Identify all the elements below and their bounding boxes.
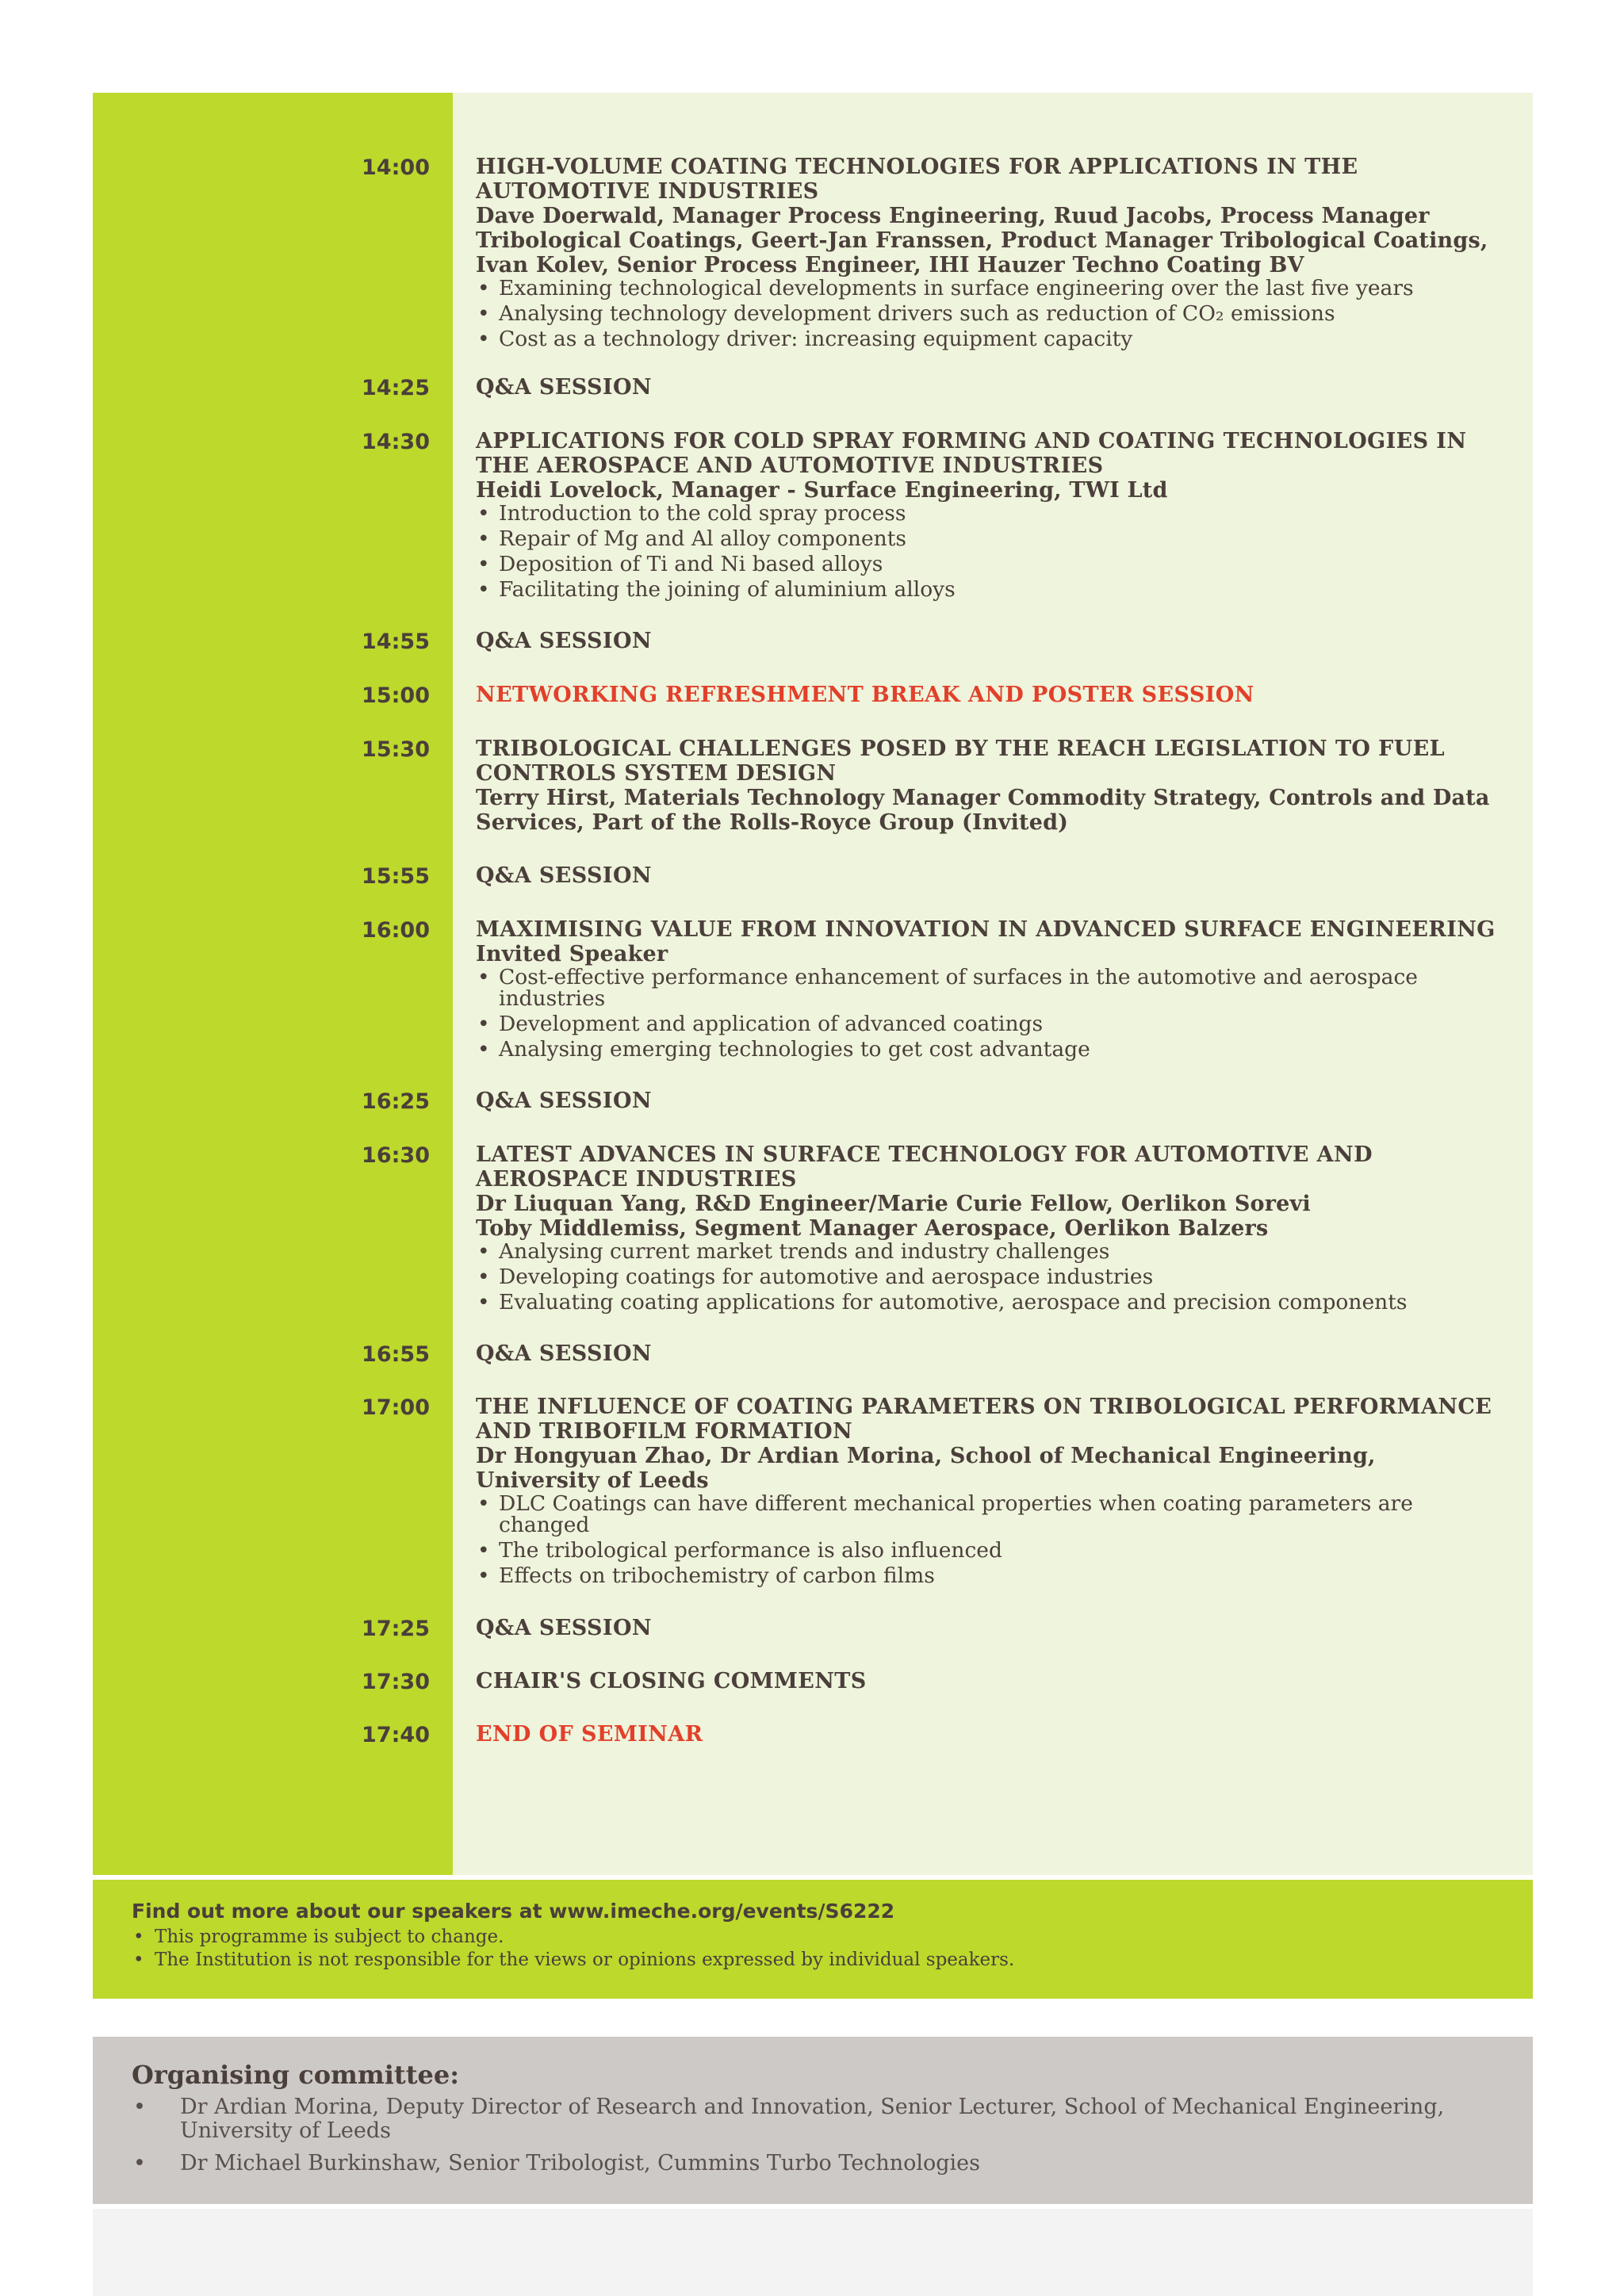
session-item <box>93 1722 1533 1747</box>
session-content <box>476 683 1507 707</box>
session-time: 16:55 <box>362 1342 430 1367</box>
session-title: MAXIMISING VALUE FROM INNOVATION IN ADVANCED SURFACE ENGINEERING <box>476 917 1496 942</box>
session-time: 14:30 <box>362 430 430 454</box>
committee-member: • Dr Michael Burkinshaw, Senior Tribologist, Cummins Turbo Technologies <box>132 2152 1496 2175</box>
session-time: 14:00 <box>362 155 430 180</box>
session-content <box>476 155 1507 350</box>
session-content <box>476 629 1507 653</box>
session-bullets <box>476 966 1507 1060</box>
committee-list <box>132 2095 1496 2184</box>
session-speaker: Heidi Lovelock, Manager - Surface Engineering, TWI Ltd <box>476 478 1168 503</box>
session-content <box>476 1616 1507 1640</box>
session-content <box>476 375 1507 400</box>
bullet-point: • Evaluating coating applications for automotive, aerospace and precision components <box>476 1292 1507 1313</box>
session-item <box>93 155 1533 350</box>
session-content <box>476 1142 1507 1313</box>
bullet-point: • Cost as a technology driver: increasing equipment capacity <box>476 328 1507 350</box>
session-speaker: Dr Liuquan Yang, R&D Engineer/Marie Curie Fellow, Oerlikon Sorevi <box>476 1192 1311 1216</box>
session-time: 17:00 <box>362 1395 430 1420</box>
session-time: 17:30 <box>362 1670 430 1694</box>
session-title: CHAIR'S CLOSING COMMENTS <box>476 1669 867 1693</box>
bullet-point: • Analysing technology development drivers such as reduction of CO₂ emissions <box>476 303 1507 324</box>
session-item <box>93 737 1533 835</box>
bullet-point: • Developing coatings for automotive and aerospace industries <box>476 1266 1507 1288</box>
info-note: • The Institution is not responsible for the views or opinions expressed by individual speakers. <box>132 1949 1014 1972</box>
session-title: Q&A SESSION <box>476 375 652 400</box>
session-content <box>476 1341 1507 1366</box>
session-content <box>476 863 1507 888</box>
session-content <box>476 1395 1507 1586</box>
session-item <box>93 1669 1533 1693</box>
bullet-point: • Cost-effective performance enhancement of surfaces in the automotive and aerospace industries <box>476 966 1507 1009</box>
session-item <box>93 1616 1533 1640</box>
session-content <box>476 917 1507 1060</box>
session-item <box>93 1089 1533 1113</box>
session-title: LATEST ADVANCES IN SURFACE TECHNOLOGY FOR AUTOMOTIVE AND AEROSPACE INDUSTRIES <box>476 1142 1373 1192</box>
session-time: 15:30 <box>362 737 430 762</box>
session-title: APPLICATIONS FOR COLD SPRAY FORMING AND COATING TECHNOLOGIES IN THE AEROSPACE AND AUTOMOTIVE INDUSTRIES <box>476 429 1467 478</box>
session-item <box>93 1341 1533 1366</box>
bullet-point: • Analysing current market trends and industry challenges <box>476 1241 1507 1262</box>
bullet-point: • Analysing emerging technologies to get cost advantage <box>476 1039 1507 1060</box>
session-content <box>476 1089 1507 1113</box>
session-content <box>476 1722 1507 1747</box>
session-speaker: Dave Doerwald, Manager Process Engineering, Ruud Jacobs, Process Manager Tribological Coatings, Geert-Jan Franssen, Product Manager Tribological Coatings, Ivan Kolev, Senior Process Engineer, IHI Hauzer Techno Coating BV <box>476 204 1488 277</box>
session-item <box>93 429 1533 600</box>
session-title: NETWORKING REFRESHMENT BREAK AND POSTER SESSION <box>476 683 1254 707</box>
session-item <box>93 629 1533 653</box>
organising-committee-box <box>93 2037 1533 2204</box>
session-item <box>93 1395 1533 1586</box>
session-time: 17:25 <box>362 1617 430 1641</box>
session-item <box>93 863 1533 888</box>
bullet-point: • DLC Coatings can have different mechanical properties when coating parameters are changed <box>476 1493 1507 1536</box>
session-time: 14:55 <box>362 629 430 654</box>
session-speaker: Toby Middlemiss, Segment Manager Aerospace, Oerlikon Balzers <box>476 1216 1269 1241</box>
session-time: 16:00 <box>362 918 430 943</box>
session-time: 14:25 <box>362 376 430 400</box>
session-bullets <box>476 1241 1507 1313</box>
committee-heading: Organising committee: <box>132 2060 460 2090</box>
bullet-point: • Repair of Mg and Al alloy components <box>476 528 1507 549</box>
bullet-point: • Effects on tribochemistry of carbon films <box>476 1565 1507 1586</box>
session-item <box>93 375 1533 400</box>
session-bullets <box>476 1493 1507 1586</box>
session-item <box>93 917 1533 1060</box>
session-content <box>476 1669 1507 1693</box>
session-title: Q&A SESSION <box>476 1616 652 1640</box>
bullet-point: • Deposition of Ti and Ni based alloys <box>476 553 1507 575</box>
programme-panel <box>93 93 1533 1875</box>
session-item <box>93 683 1533 707</box>
session-item <box>93 1142 1533 1313</box>
session-title: END OF SEMINAR <box>476 1722 703 1747</box>
session-content <box>476 429 1507 600</box>
bullet-point: • Facilitating the joining of aluminium alloys <box>476 579 1507 600</box>
session-title: Q&A SESSION <box>476 863 652 888</box>
session-time: 15:00 <box>362 683 430 708</box>
session-content <box>476 737 1507 835</box>
session-title: THE INFLUENCE OF COATING PARAMETERS ON TRIBOLOGICAL PERFORMANCE AND TRIBOFILM FORMATION <box>476 1395 1492 1444</box>
session-title: Q&A SESSION <box>476 1089 652 1113</box>
info-note: • This programme is subject to change. <box>132 1926 1014 1949</box>
info-box <box>93 1880 1533 1999</box>
bullet-point: • Introduction to the cold spray process <box>476 503 1507 524</box>
session-title: Q&A SESSION <box>476 629 652 653</box>
footer-band <box>93 2209 1533 2296</box>
session-time: 17:40 <box>362 1723 430 1747</box>
session-time: 15:55 <box>362 864 430 889</box>
committee-member: • Dr Ardian Morina, Deputy Director of Research and Innovation, Senior Lecturer, School of Mechanical Engineering, University of Leeds <box>132 2095 1496 2143</box>
session-title: TRIBOLOGICAL CHALLENGES POSED BY THE REACH LEGISLATION TO FUEL CONTROLS SYSTEM DESIGN <box>476 737 1446 786</box>
session-bullets <box>476 277 1507 350</box>
session-bullets <box>476 503 1507 600</box>
session-speaker: Invited Speaker <box>476 942 668 966</box>
session-time: 16:30 <box>362 1143 430 1168</box>
session-speaker: Dr Hongyuan Zhao, Dr Ardian Morina, School of Mechanical Engineering, University of Leeds <box>476 1444 1376 1493</box>
bullet-point: • Examining technological developments in surface engineering over the last five years <box>476 277 1507 299</box>
session-title: HIGH-VOLUME COATING TECHNOLOGIES FOR APPLICATIONS IN THE AUTOMOTIVE INDUSTRIES <box>476 155 1358 204</box>
bullet-point: • Development and application of advanced coatings <box>476 1013 1507 1035</box>
session-speaker: Terry Hirst, Materials Technology Manager Commodity Strategy, Controls and Data Services, Part of the Rolls-Royce Group (Invited) <box>476 786 1490 835</box>
bullet-point: • The tribological performance is also influenced <box>476 1540 1507 1561</box>
find-out-more-text: Find out more about our speakers at www.imeche.org/events/S6222 <box>132 1900 895 1923</box>
session-list <box>93 155 1533 1747</box>
session-time: 16:25 <box>362 1089 430 1114</box>
info-notes <box>132 1926 1014 1972</box>
session-title: Q&A SESSION <box>476 1341 652 1366</box>
